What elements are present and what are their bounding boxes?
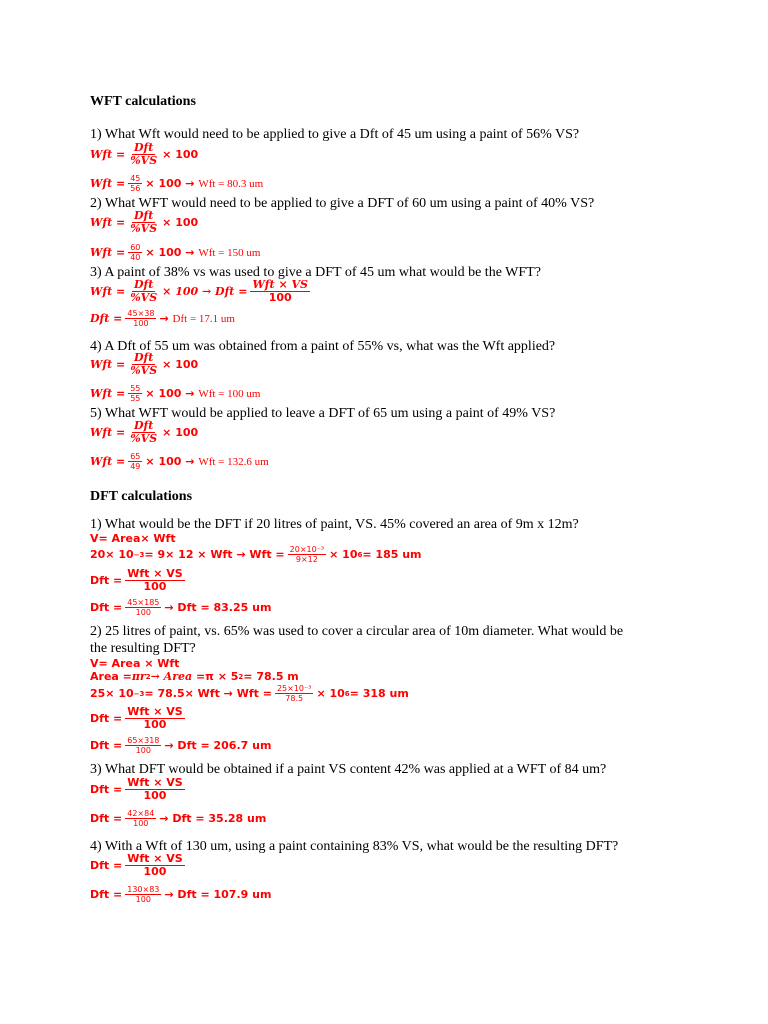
wft-calc-2: Wft = $\frac{60}{40}$ × 100 → Wft = 150 um (90, 243, 261, 262)
dft-question-4: 4) With a Wft of 130 um, using a paint containing 83% VS, what would be the resulting DFT? (90, 839, 619, 854)
dft-q3-line-2: Dft = $\frac{42\times 84}{100}$ → Dft = 35.28 um (90, 809, 267, 828)
wft-calc-5: Wft = $\frac{65}{49}$ × 100 → Wft = 132.6 um (90, 452, 269, 471)
wft-formula-1: Wft = $\frac{\text{Dft}}{\%VS}$ × 100 (90, 141, 199, 167)
wft-question-5: 5) What WFT would be applied to leave a DFT of 65 um using a paint of 49% VS? (90, 406, 556, 421)
wft-question-4: 4) A Dft of 55 um was obtained from a paint of 55% vs, what was the Wft applied? (90, 339, 556, 354)
dft-q2-line-2: Area = πr 2 → Area = π × 5 2 = 78.5 m (90, 670, 299, 683)
dft-q4-line-1: Dft = $\frac{\text{Wft × VS}}{100}$ (90, 852, 183, 878)
dft-q1-line-4: Dft = $\frac{45\times 185}{100}$ → Dft = 83.25 um (90, 598, 272, 617)
dft-q1-line-2: 20× 10 −3 = 9× 12 × Wft → Wft = $\frac{\text{20×10⁻³}}{9\times 12}$ × 10 6 = 185 um (90, 545, 422, 564)
dft-q2-line-5: Dft = $\frac{65\times 318}{100}$ → Dft = 206.7 um (90, 736, 272, 755)
dft-question-3: 3) What DFT would be obtained if a paint VS content 42% was applied at a WFT of 84 um? (90, 762, 607, 777)
wft-heading: WFT calculations (90, 94, 196, 109)
dft-q2-line-3: 25× 10 −3 = 78.5× Wft → Wft = $\frac{\text{25×10⁻³}}{78.5}$ × 10 6 = 318 um (90, 684, 409, 703)
dft-question-1: 1) What would be the DFT if 20 litres of paint, VS. 45% covered an area of 9m x 12m? (90, 517, 579, 532)
wft-calc-4: Wft = $\frac{55}{55}$ × 100 → Wft = 100 um (90, 384, 261, 403)
wft-calc-3: Dft = $\frac{45\times 38}{100}$ → Dft = 17.1 um (90, 309, 235, 328)
dft-q4-line-2: Dft = $\frac{130\times 83}{100}$ → Dft = 107.9 um (90, 885, 272, 904)
wft-question-3: 3) A paint of 38% vs was used to give a DFT of 45 um what would be the WFT? (90, 265, 541, 280)
dft-question-2: 2) 25 litres of paint, vs. 65% was used to cover a circular area of 10m diameter. What would be the resulting DFT? (90, 624, 624, 656)
dft-heading: DFT calculations (90, 489, 193, 504)
wft-formula-3: Wft = $\frac{\text{Dft}}{\%VS}$ × 100 → Dft = $\frac{\text{Wft × VS}}{100}$ (90, 278, 308, 304)
dft-q1-line-1: V= Area× Wft (90, 532, 176, 545)
wft-formula-5: Wft = $\frac{\text{Dft}}{\%VS}$ × 100 (90, 419, 199, 445)
dft-q1-line-3: Dft = $\frac{\text{Wft × VS}}{100}$ (90, 567, 183, 593)
wft-formula-4: Wft = $\frac{\text{Dft}}{\%VS}$ × 100 (90, 351, 199, 377)
dft-q2-line-1: V= Area × Wft (90, 657, 180, 670)
dft-q3-line-1: Dft = $\frac{\text{Wft × VS}}{100}$ (90, 776, 183, 802)
wft-calc-1: Wft = $\frac{45}{56}$ × 100 → Wft = 80.3 um (90, 174, 264, 193)
wft-question-1: 1) What Wft would need to be applied to give a Dft of 45 um using a paint of 56% VS? (90, 127, 580, 142)
wft-formula-2: Wft = $\frac{\text{Dft}}{\%VS}$ × 100 (90, 209, 199, 235)
dft-q2-line-4: Dft = $\frac{\text{Wft × VS}}{100}$ (90, 705, 183, 731)
wft-question-2: 2) What WFT would need to be applied to give a DFT of 60 um using a paint of 40% VS? (90, 196, 595, 211)
